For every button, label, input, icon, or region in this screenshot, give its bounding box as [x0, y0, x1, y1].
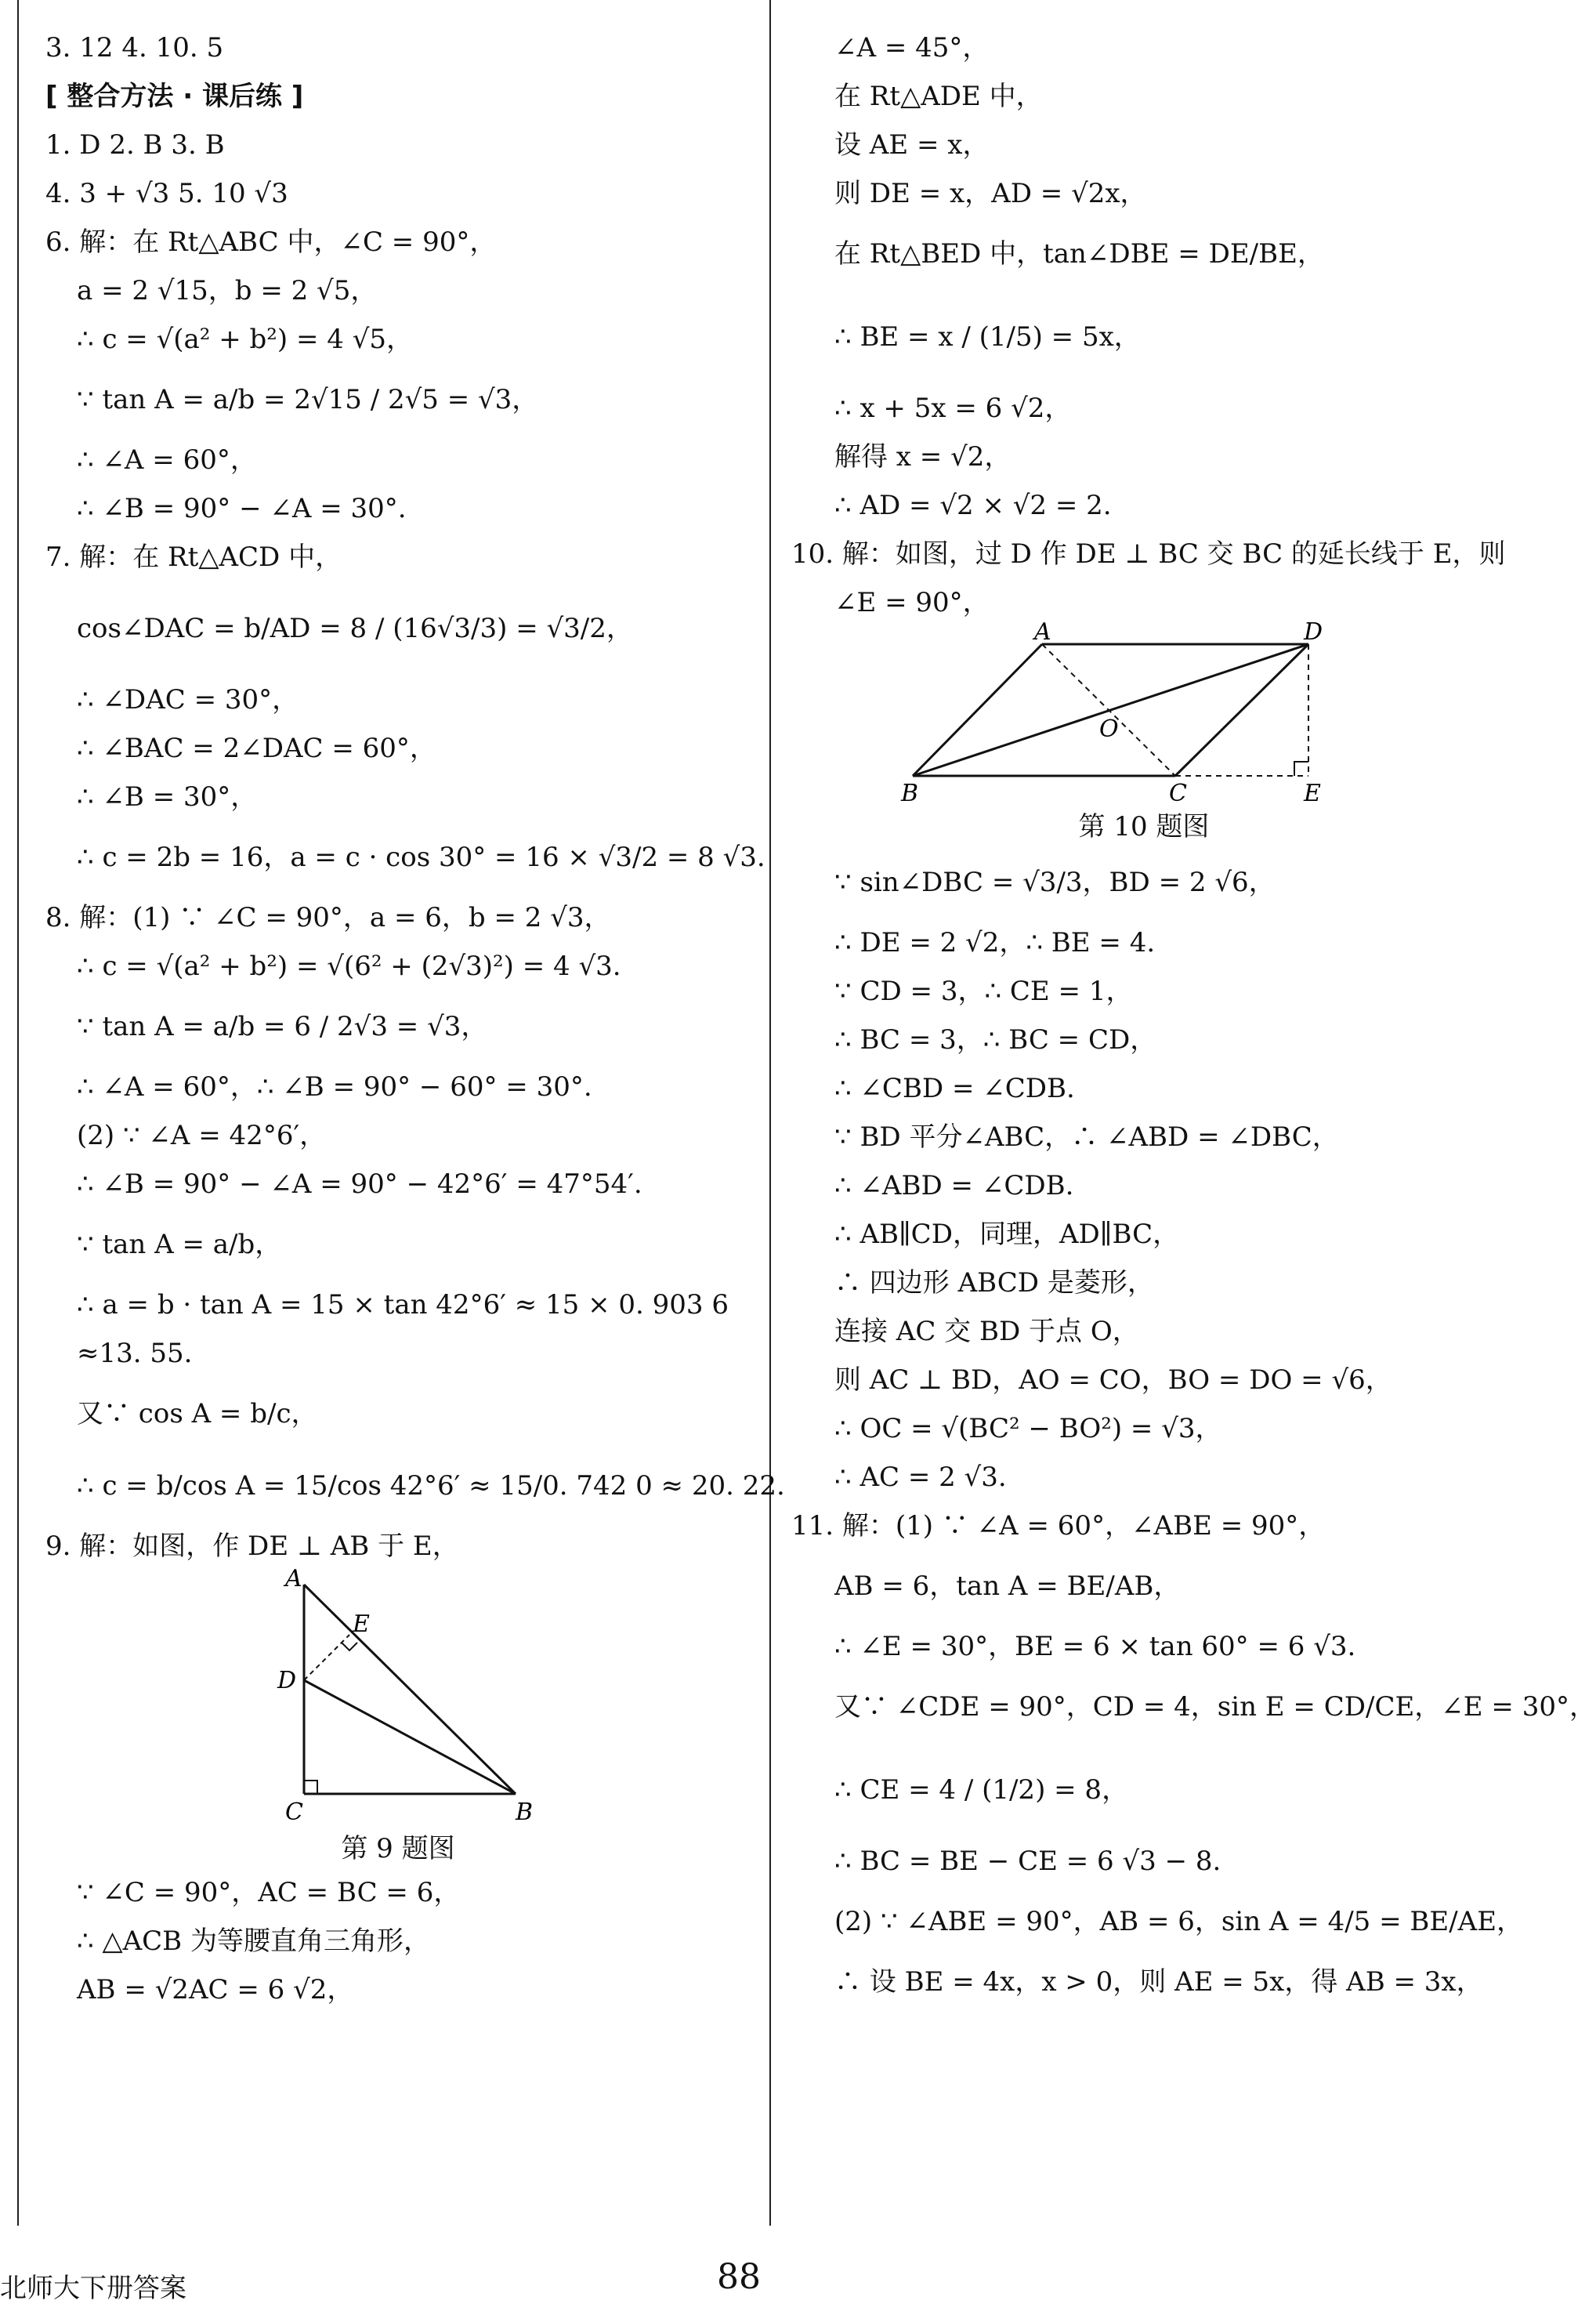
figure-10: [791, 618, 1496, 807]
solution-line: 又∵ cos A = b/c，: [77, 1398, 318, 1429]
solution-line: 设 AE = x，: [834, 129, 990, 161]
right-column: [791, 24, 1596, 2006]
solution-line: ∴ ∠B = 30°，: [77, 781, 258, 813]
solution-line: AB = 6，tan A = BE/AB，: [834, 1571, 1181, 1602]
solution-line: ∴ BE = x / (1/5) = 5x，: [834, 321, 1141, 353]
solution-line: ∴ BC = BE − CE = 6 √3 − 8.: [834, 1846, 1221, 1877]
solution-line: ∵ ∠C = 90°，AC = BC = 6，: [77, 1877, 461, 1908]
figure-10-caption: 第 10 题图: [1078, 811, 1210, 842]
fig10-label-b: B: [901, 780, 919, 807]
solution-line: ∴ x + 5x = 6 √2，: [834, 393, 1072, 424]
page-number: 88: [717, 2257, 761, 2297]
fig10-label-a: A: [1034, 618, 1051, 646]
answer-line: 1. D 2. B 3. B: [45, 129, 225, 161]
figure-9: [45, 1565, 751, 1829]
answer-line: 4. 3 + √3 5. 10 √3: [45, 178, 288, 209]
solution-line: 7. 解：在 Rt△ACD 中，: [45, 542, 342, 573]
solution-line: 11. 解：(1) ∵ ∠A = 60°，∠ABE = 90°，: [791, 1510, 1326, 1542]
solution-line: a = 2 √15，b = 2 √5，: [77, 275, 378, 306]
fig10-label-c: C: [1169, 780, 1187, 807]
solution-line: 又∵ ∠CDE = 90°，CD = 4，sin E = CD/CE，∠E = 30°，: [834, 1691, 1596, 1723]
solution-line: ∴ DE = 2 √2，∴ BE = 4.: [834, 927, 1156, 958]
answer-line: 3. 12 4. 10. 5: [45, 32, 224, 63]
fig9-label-d: D: [277, 1667, 297, 1694]
solution-line: 连接 AC 交 BD 于点 O，: [834, 1316, 1139, 1347]
figure-9-caption: 第 9 题图: [341, 1833, 455, 1864]
solution-line: ∴ ∠B = 90° − ∠A = 90° − 42°6′ = 47°54′.: [77, 1168, 642, 1200]
solution-line: ∴ AB∥CD，同理，AD∥BC，: [834, 1219, 1180, 1250]
solution-line: ∴ △ACB 为等腰直角三角形，: [77, 1926, 430, 1957]
solution-line: ∴ c = b/cos A = 15/cos 42°6′ ≈ 15/0. 742 0 ≈ 20. 22.: [77, 1470, 785, 1502]
solution-line: cos∠DAC = b/AD = 8 / (16√3/3) = √3/2，: [77, 613, 633, 644]
solution-line: ∵ tan A = a/b，: [77, 1229, 282, 1260]
solution-line: ∴ AD = √2 × √2 = 2.: [834, 490, 1112, 521]
solution-line: 10. 解：如图，过 D 作 DE ⊥ BC 交 BC 的延长线于 E，则: [791, 538, 1506, 570]
solution-line: ∵ sin∠DBC = √3/3，BD = 2 √6，: [834, 867, 1276, 898]
solution-line: ∴ CE = 4 / (1/2) = 8，: [834, 1774, 1129, 1806]
solution-line: ∴ ∠E = 30°，BE = 6 × tan 60° = 6 √3.: [834, 1631, 1356, 1662]
solution-line: 在 Rt△BED 中，tan∠DBE = DE/BE，: [834, 238, 1324, 270]
solution-line: ∴ 四边形 ABCD 是菱形，: [834, 1267, 1154, 1299]
solution-line: ∴ c = 2b = 16，a = c · cos 30° = 16 × √3/2 = 8 √3.: [77, 842, 765, 873]
solution-line: ∴ ∠ABD = ∠CDB.: [834, 1170, 1074, 1201]
solution-line: ∴ 设 BE = 4x，x > 0，则 AE = 5x，得 AB = 3x，: [834, 1966, 1483, 1998]
fig9-label-b: B: [516, 1799, 534, 1826]
solution-line: 则 DE = x，AD = √2x，: [834, 178, 1147, 209]
figure-10-diagram: [791, 618, 1496, 807]
solution-line: 9. 解：如图，作 DE ⊥ AB 于 E，: [45, 1531, 459, 1562]
solution-line: 6. 解：在 Rt△ABC 中，∠C = 90°，: [45, 226, 497, 258]
solution-line: ∴ ∠A = 60°，: [77, 444, 257, 476]
figure-9-diagram: [45, 1565, 751, 1829]
solution-line: ∠A = 45°，: [834, 32, 990, 63]
solution-line: ∴ a = b · tan A = 15 × tan 42°6′ ≈ 15 × 0. 903 6: [77, 1289, 729, 1321]
solution-line: ∴ ∠B = 90° − ∠A = 30°.: [77, 493, 407, 524]
solution-line: ∠E = 90°，: [834, 587, 990, 618]
solution-line: ∵ CD = 3，∴ CE = 1，: [834, 976, 1133, 1007]
section-heading: [ 整合方法 · 课后练 ]: [45, 81, 304, 112]
fig10-label-d: D: [1304, 618, 1323, 646]
solution-line: ∴ OC = √(BC² − BO²) = √3，: [834, 1413, 1222, 1444]
footer-book-title: 北师大下册答案: [0, 2273, 186, 2304]
fig9-label-c: C: [285, 1799, 303, 1826]
solution-line: ∴ ∠A = 60°，∴ ∠B = 90° − 60° = 30°.: [77, 1071, 592, 1103]
solution-line: 解得 x = √2，: [834, 441, 1012, 473]
solution-line: ∴ c = √(a² + b²) = √(6² + (2√3)²) = 4 √3.: [77, 951, 621, 982]
solution-line: ∴ ∠CBD = ∠CDB.: [834, 1073, 1075, 1104]
fig9-label-e: E: [353, 1610, 370, 1638]
solution-line: ∴ AC = 2 √3.: [834, 1462, 1007, 1493]
column-divider: [769, 0, 771, 2226]
solution-line: ∴ ∠DAC = 30°，: [77, 684, 299, 716]
fig10-label-o: O: [1099, 716, 1119, 743]
solution-line: 则 AC ⊥ BD，AO = CO，BO = DO = √6，: [834, 1364, 1392, 1396]
solution-line: ∴ BC = 3，∴ BC = CD，: [834, 1024, 1157, 1056]
solution-line: AB = √2AC = 6 √2，: [77, 1974, 354, 2005]
solution-line: ∵ tan A = a/b = 2√15 / 2√5 = √3，: [77, 384, 539, 415]
solution-line: ≈13. 55.: [77, 1338, 193, 1369]
solution-line: ∴ ∠BAC = 2∠DAC = 60°，: [77, 733, 436, 764]
solution-line: ∵ tan A = a/b = 6 / 2√3 = √3，: [77, 1011, 488, 1042]
solution-line: ∴ c = √(a² + b²) = 4 √5，: [77, 324, 414, 355]
left-margin-line: [17, 0, 19, 2226]
solution-line: (2) ∵ ∠A = 42°6′，: [77, 1120, 327, 1151]
solution-line: 8. 解：(1) ∵ ∠C = 90°，a = 6，b = 2 √3，: [45, 902, 611, 933]
left-column: [45, 24, 785, 2014]
solution-line: ∵ BD 平分∠ABC，∴ ∠ABD = ∠DBC，: [834, 1121, 1339, 1153]
fig9-label-a: A: [285, 1565, 302, 1592]
solution-line: 在 Rt△ADE 中，: [834, 81, 1043, 112]
fig10-label-e: E: [1304, 780, 1321, 807]
solution-line: (2) ∵ ∠ABE = 90°，AB = 6，sin A = 4/5 = BE/AE，: [834, 1906, 1524, 1937]
